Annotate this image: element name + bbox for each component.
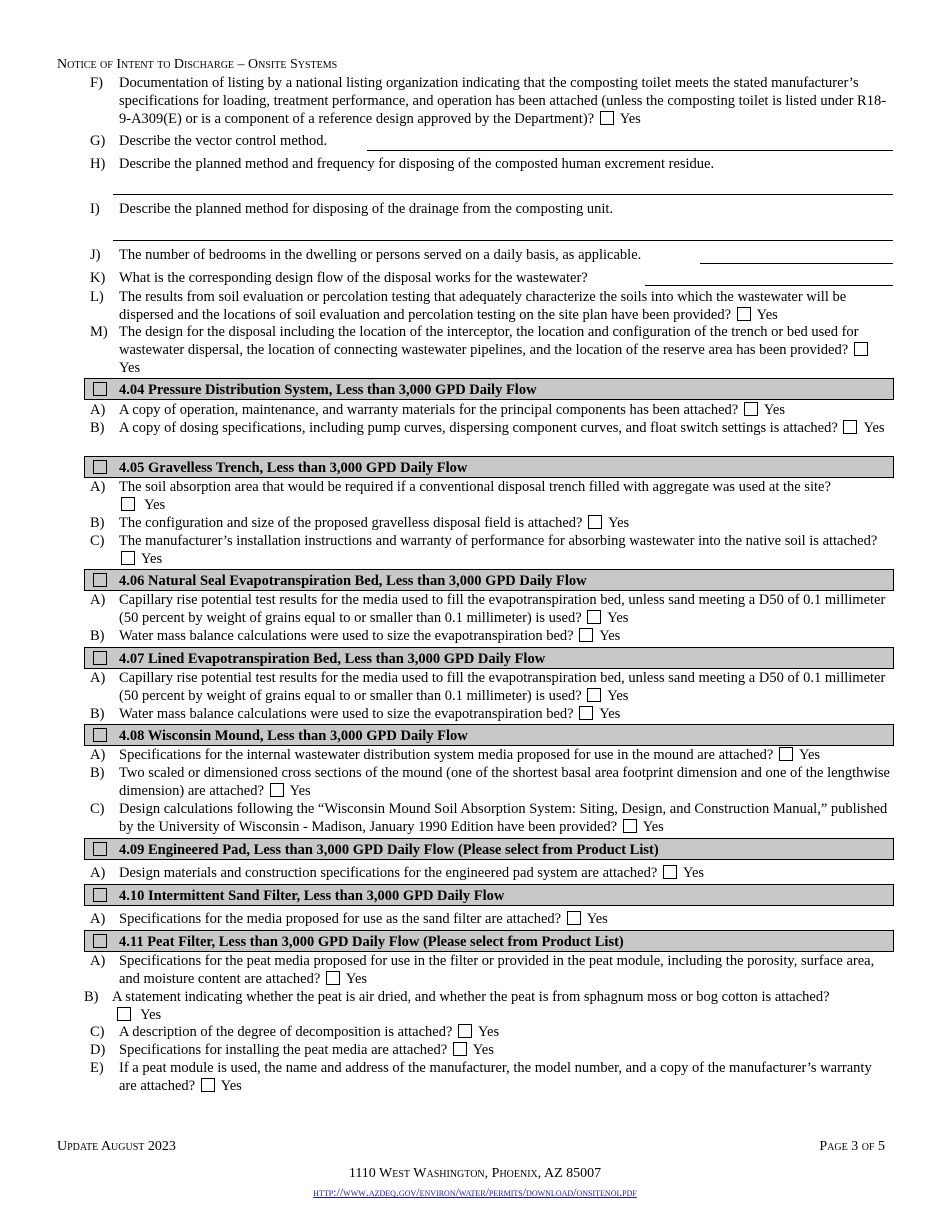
item-e [90,1059,890,1095]
item-text: Specifications for the peat media proposed for use in the filter or provided in the peat module, including the porosity, surface area, and moisture content are attached? [119,953,875,987]
yes-label: Yes [586,911,608,927]
section-title: 4.08 Wisconsin Mound, Less than 3,000 GPD Daily Flow [119,728,468,744]
yes-label: Yes [756,307,778,323]
yes-checkbox[interactable] [779,747,793,761]
item-a [90,591,890,627]
yes-checkbox[interactable] [201,1078,215,1092]
item-c [90,532,890,568]
item-letter: C) [90,1024,105,1040]
section-checkbox[interactable] [93,382,107,396]
section-checkbox[interactable] [93,728,107,742]
item-text: What is the corresponding design flow of the disposal works for the wastewater? [119,270,588,286]
item-text: Specifications for the media proposed for use as the sand filter are attached? [119,911,562,927]
item-text: A statement indicating whether the peat is air dried, and whether the peat is from sphagnum moss or bog cotton is attached? [112,989,830,1005]
item-b [90,514,890,532]
item-letter: L) [90,289,104,305]
yes-checkbox[interactable] [453,1042,467,1056]
item-a [90,910,890,928]
item-text: Capillary rise potential test results for the media used to fill the evapotranspiration bed, unless sand meeting a D50 of 0.1 millimeter (50 percent by weight of grains equal to or smaller than 0.1 millimeter) is used? [119,670,886,704]
item-text: The design for the disposal including the location of the interceptor, the location and configuration of the trench or bed used for wastewater dispersal, the location of connecting wastewater pipelines, and the location of the reserve area has been provided? [119,324,859,358]
yes-checkbox[interactable] [567,911,581,925]
section-header-4-07 [84,647,894,669]
item-text: The manufacturer’s installation instructions and warranty of performance for absorbing wastewater into the native soil is attached? [119,533,878,549]
yes-checkbox[interactable] [121,497,135,511]
item-letter: C) [90,801,105,817]
yes-label: Yes [682,865,705,881]
yes-label: Yes [619,111,641,127]
yes-label: Yes [289,783,311,799]
item-m [90,323,890,377]
item-letter: F) [90,75,103,91]
section-checkbox[interactable] [93,888,107,902]
item-text: Specifications for the internal wastewater distribution system media proposed for use in the mound are attached? [119,747,774,763]
item-letter: B) [90,628,105,644]
drainage-disposal-input-line[interactable] [113,240,893,241]
item-letter: B) [90,515,105,531]
yes-checkbox[interactable] [579,706,593,720]
item-text: Describe the planned method for disposing of the drainage from the composting unit. [119,201,614,217]
bedrooms-input-line[interactable] [700,263,893,264]
item-b [90,764,890,800]
item-text: Water mass balance calculations were used to size the evapotranspiration bed? [119,706,574,722]
yes-label: Yes [607,610,629,626]
yes-label: Yes [478,1024,500,1040]
yes-checkbox[interactable] [854,342,868,356]
item-letter: A) [90,592,106,608]
section-title: 4.05 Gravelless Trench, Less than 3,000 GPD Daily Flow [119,460,468,476]
section-title: 4.10 Intermittent Sand Filter, Less than 3,000 GPD Daily Flow [119,888,505,904]
item-letter: I) [90,201,100,217]
footer-update: Update August 2023 [57,1139,176,1154]
yes-label: Yes [798,747,821,763]
yes-checkbox[interactable] [587,610,601,624]
item-a [90,401,890,419]
yes-label: Yes [472,1042,494,1058]
item-letter: G) [90,133,106,149]
item-f [90,74,890,128]
item-letter: D) [90,1042,106,1058]
page-header: Notice of Intent to Discharge – Onsite Systems [57,57,338,72]
section-checkbox[interactable] [93,842,107,856]
yes-label: Yes [599,628,621,644]
section-checkbox[interactable] [93,460,107,474]
item-text: A copy of operation, maintenance, and warranty materials for the principal components has been attached? [119,402,739,418]
item-c [90,800,890,836]
item-i [90,200,890,218]
item-b [90,627,890,645]
yes-checkbox[interactable] [458,1024,472,1038]
item-text: Design materials and construction specifications for the engineered pad system are attached? [119,865,658,881]
item-j [90,246,890,264]
item-a [90,746,890,764]
item-b [90,705,890,723]
item-letter: C) [90,533,105,549]
yes-checkbox[interactable] [600,111,614,125]
item-letter: M) [90,324,108,340]
yes-label: Yes [119,360,141,376]
section-header-4-04 [84,378,894,400]
item-c [90,1023,890,1041]
item-letter: A) [90,747,106,763]
item-b [90,419,890,437]
yes-label: Yes [608,515,630,531]
yes-label: Yes [345,971,368,987]
item-letter: B) [90,765,105,781]
item-a [90,669,890,705]
item-letter: H) [90,156,106,172]
yes-checkbox[interactable] [587,688,601,702]
yes-label: Yes [863,420,885,436]
item-text: Design calculations following the “Wisconsin Mound Soil Absorption System: Siting, Design, and Construction Manual,” published by the University of Wisconsin - Madison, January 1990 Edition have been provided? [119,801,888,835]
yes-checkbox[interactable] [588,515,602,529]
section-header-4-11 [84,930,894,952]
yes-checkbox[interactable] [737,307,751,321]
item-g [90,132,890,150]
footer-url-link[interactable]: http://www.azdeq.gov/environ/water/permits/download/onsitenoi.pdf [313,1185,637,1199]
yes-checkbox[interactable] [623,819,637,833]
item-a [90,478,890,514]
item-a [90,864,890,882]
yes-checkbox[interactable] [121,551,135,565]
footer-page-number: Page 3 of 5 [819,1139,885,1154]
item-letter: K) [90,270,106,286]
yes-checkbox[interactable] [843,420,857,434]
item-d [90,1041,890,1059]
item-letter: A) [90,402,106,418]
item-text: The number of bedrooms in the dwelling or persons served on a daily basis, as applicable. [119,247,642,263]
section-title: 4.06 Natural Seal Evapotranspiration Bed, Less than 3,000 GPD Daily Flow [119,573,587,589]
section-header-4-09 [84,838,894,860]
section-title: 4.09 Engineered Pad, Less than 3,000 GPD Daily Flow (Please select from Product List) [119,842,659,858]
yes-label: Yes [144,497,166,513]
yes-label: Yes [220,1078,242,1094]
item-letter: J) [90,247,101,263]
section-header-4-06 [84,569,894,591]
item-letter: A) [90,670,106,686]
item-letter: A) [90,911,106,927]
item-text: Two scaled or dimensioned cross sections of the mound (one of the shortest basal area footprint dimension and one of the lengthwise dimension) are attached? [119,765,890,799]
item-text: The configuration and size of the proposed gravelless disposal field is attached? [119,515,583,531]
item-b [84,988,890,1024]
yes-checkbox[interactable] [663,865,677,879]
yes-label: Yes [599,706,621,722]
item-letter: B) [90,706,105,722]
item-letter: A) [90,953,106,969]
item-letter: A) [90,479,106,495]
yes-checkbox[interactable] [117,1007,131,1021]
section-checkbox[interactable] [93,651,107,665]
design-flow-input-line[interactable] [645,285,893,286]
section-header-4-05 [84,456,894,478]
section-checkbox[interactable] [93,573,107,587]
yes-label: Yes [607,688,629,704]
item-text: A copy of dosing specifications, including pump curves, dispersing component curves, and float switch settings is attached? [119,420,838,436]
section-header-4-10 [84,884,894,906]
item-letter: B) [84,989,99,1005]
item-text: The results from soil evaluation or percolation testing that adequately characterize the soils into which the wastewater will be dispersed and the locations of soil evaluation and percolation testing on the site plan have been provided? [119,289,847,323]
item-a [90,952,890,988]
section-checkbox[interactable] [93,934,107,948]
item-text: Water mass balance calculations were used to size the evapotranspiration bed? [119,628,574,644]
yes-checkbox[interactable] [326,971,340,985]
item-h [90,155,890,173]
yes-checkbox[interactable] [579,628,593,642]
footer-address: 1110 West Washington, Phoenix, AZ 85007 [348,1166,602,1181]
item-letter: A) [90,865,106,881]
section-title: 4.04 Pressure Distribution System, Less than 3,000 GPD Daily Flow [119,382,537,398]
item-text: A description of the degree of decomposition is attached? [119,1024,453,1040]
item-text: Capillary rise potential test results for the media used to fill the evapotranspiration bed, unless sand meeting a D50 of 0.1 millimeter (50 percent by weight of grains equal to or smaller than 0.1 millimeter) is used? [119,592,886,626]
vector-control-input-line[interactable] [367,150,893,151]
yes-label: Yes [763,402,785,418]
section-title: 4.07 Lined Evapotranspiration Bed, Less than 3,000 GPD Daily Flow [119,651,546,667]
yes-label: Yes [141,551,163,567]
item-text: The soil absorption area that would be required if a conventional disposal trench filled with aggregate was used at the site? [119,479,831,495]
item-text: Documentation of listing by a national listing organization indicating that the composting toilet meets the stated manufacturer’s specifications for loading, treatment performance, and operation has been attached (unless the composting toilet is listed under R18-9-A309(E) or is a component of a reference design approved by the Department)? [119,75,887,127]
yes-checkbox[interactable] [744,402,758,416]
yes-checkbox[interactable] [270,783,284,797]
yes-label: Yes [140,1007,162,1023]
item-text: Describe the vector control method. [119,133,328,149]
item-text: Specifications for installing the peat media are attached? [119,1042,448,1058]
item-text: Describe the planned method and frequency for disposing of the composted human excrement residue. [119,156,715,172]
item-text: If a peat module is used, the name and address of the manufacturer, the model number, and a copy of the manufacturer’s warranty are attached? [119,1060,872,1094]
item-l [90,288,890,324]
item-letter: E) [90,1060,104,1076]
yes-label: Yes [642,819,664,835]
residue-disposal-input-line[interactable] [113,194,893,195]
section-header-4-08 [84,724,894,746]
item-letter: B) [90,420,105,436]
section-title: 4.11 Peat Filter, Less than 3,000 GPD Daily Flow (Please select from Product List) [119,934,624,950]
